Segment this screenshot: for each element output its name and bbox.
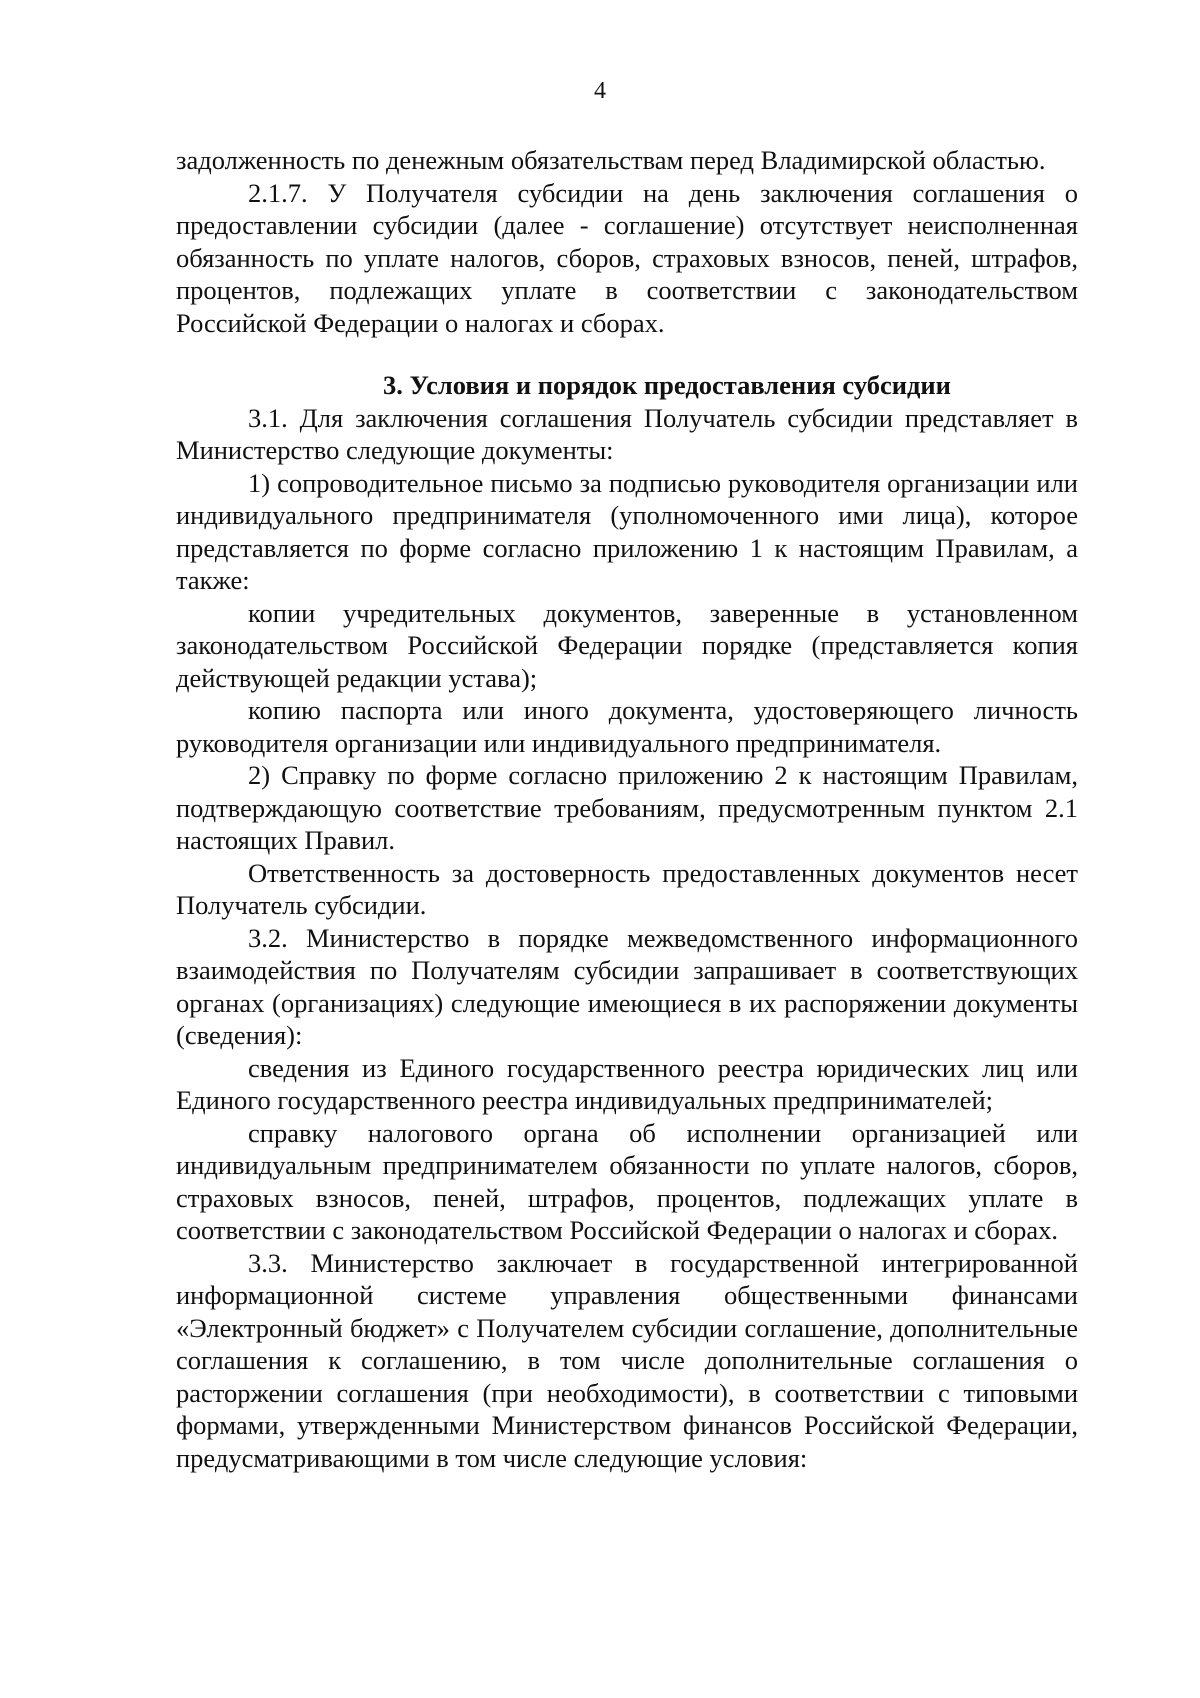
section-heading-3: 3. Условия и порядок предоставления субсидии [383, 370, 951, 400]
paragraph-3-1-item-1: 1) сопроводительное письмо за подписью руководителя организации или индивидуального предпринимателя (уполномоченного ими лица), которое представляется по форме согласно приложению 1 к настоящим Правилам, а также: [176, 467, 1078, 595]
paragraph-tax-certificate: справку налогового органа об исполнении организацией или индивидуальным предпринимателем обязанности по уплате налогов, сборов, страховых взносов, пеней, штрафов, процентов, подлежащих уплате в соответствии с законодательством Российской Федерации о налогах и сборах. [176, 1117, 1078, 1245]
paragraph-3-1-item-2: 2) Справку по форме согласно приложению 2 к настоящим Правилам, подтверждающую соответствие требованиям, предусмотренным пунктом 2.1 настоящих Правил. [176, 760, 1078, 855]
paragraph-registry-info: сведения из Единого государственного реестра юридических лиц или Единого государственного реестра индивидуальных предпринимателей; [176, 1052, 1078, 1115]
paragraph-charter-copies: копии учредительных документов, заверенные в установленном законодательством Российской Федерации порядке (представляется копия действующей редакции устава); [176, 597, 1078, 693]
paragraph-responsibility: Ответственность за достоверность предоставленных документов несет Получатель субсидии. [176, 857, 1078, 920]
paragraph-3-2: 3.2. Министерство в порядке межведомственного информационного взаимодействия по Получателям субсидии запрашивает в соответствующих органах (организациях) следующие имеющиеся в их распоряжении документы (сведения): [176, 922, 1078, 1050]
paragraph-3-1: 3.1. Для заключения соглашения Получатель субсидии представляет в Министерство следующие документы: [176, 402, 1078, 465]
paragraph-passport-copy: копию паспорта или иного документа, удостоверяющего личность руководителя организации или индивидуального предпринимателя. [176, 695, 1078, 758]
page-number: 4 [594, 78, 606, 104]
paragraph-2-1-7: 2.1.7. У Получателя субсидии на день заключения соглашения о предоставлении субсидии (далее - соглашение) отсутствует неисполненная обязанность по уплате налогов, сборов, страховых взносов, пеней, штрафов, процентов, подлежащих уплате в соответствии с законодательством Российской Федерации о налогах и сборах. [176, 177, 1078, 338]
document-body [176, 144, 1078, 1474]
paragraph-debt-continuation: задолженность по денежным обязательствам перед Владимирской областью. [176, 145, 1046, 175]
paragraph-3-3: 3.3. Министерство заключает в государственной интегрированной информационной системе управления общественными финансами «Электронный бюджет» с Получателем субсидии соглашение, дополнительные соглашения к соглашению, в том числе дополнительные соглашения о расторжении соглашения (при необходимости), в соответствии с типовыми формами, утвержденными Министерством финансов Российской Федерации, предусматривающими в том числе следующие условия: [176, 1247, 1078, 1473]
